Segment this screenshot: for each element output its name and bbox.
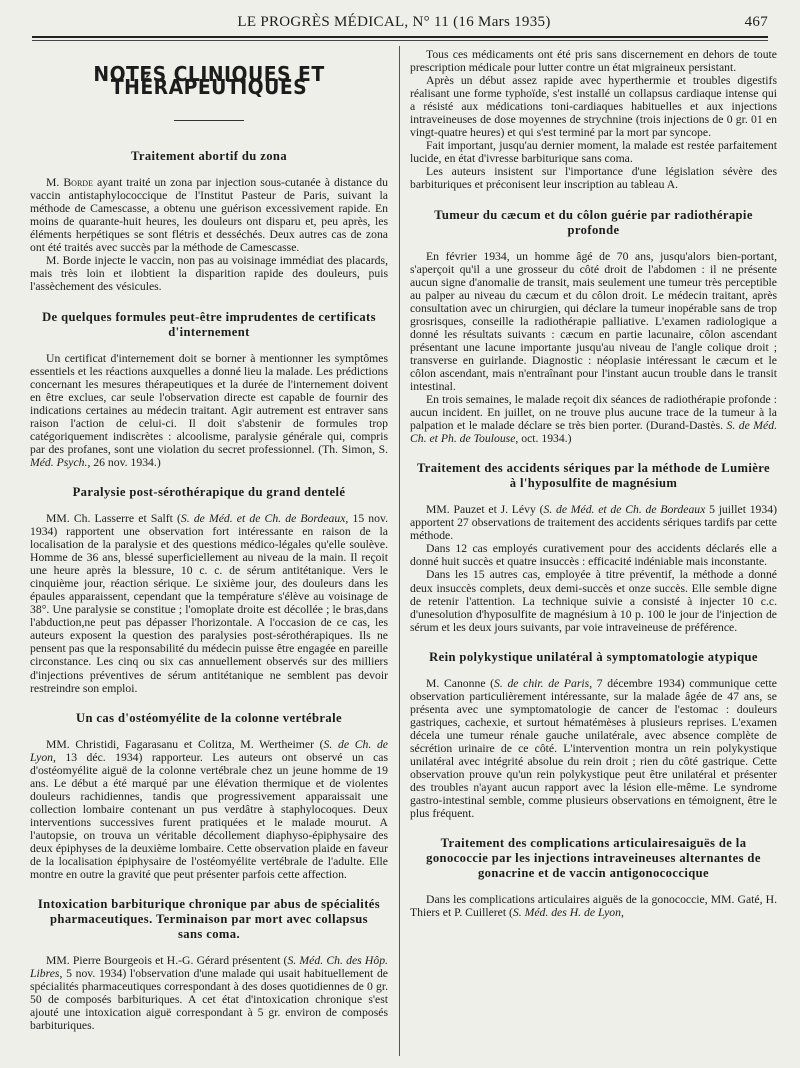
osteomyelite-text-b: , 13 déc. 1934) rapporteur. Les auteurs ont observé un cas d'ostéomyélite aiguë de la colonne vertébrale chez un jeune homme de 19 ans. Le début a été marqué par une élévation thermique et de violentes douleurs rachidiennes, tandis que progressivement apparaissait une collection lombaire contenant un pus verdâtre à staphylocoques. Deux interventions successives furent pratiquées et le malade mourut. A l'autopsie, on trouva un véritable décollement diaphyso-épiphysaire des deux épiphyses de la deuxième lombaire. Cette observation plaide en faveur de la localisation épiphysaire de l'ostéomyélite vertébrale de l'adulte. Elle montre en outre la gravité que peut présenter parfois cette affection.: [30, 750, 388, 882]
page-number: 467: [744, 14, 768, 30]
paralysie-text-a: MM. Ch. Lasserre et Salft (: [46, 511, 181, 525]
header-rule-thin: [32, 40, 768, 41]
heading-rule: [174, 120, 244, 121]
osteomyelite-text-a: MM. Christidi, Fagarasanu et Colitza, M. Wertheimer (: [46, 737, 324, 751]
gonococcie-text-b: ,: [620, 906, 624, 920]
tumeur-text-a: En trois semaines, le malade reçoit dix séances de radiothérapie profonde : aucun incident. En juillet, on ne trouve plus aucune trace de la tumeur à la palpation et le malade déclare se très bien porter. (Durand-Dastès.: [410, 393, 777, 433]
osteomyelite-paragraph: [30, 738, 388, 882]
section-title-rein: Rein polykystique unilatéral à symptomatologie atypique: [429, 649, 758, 664]
left-column: [30, 48, 388, 1058]
zona-paragraph-1: [30, 176, 388, 254]
zona-paragraph-2: M. Borde injecte le vaccin, non pas au voisinage immédiat des placards, mais très loin et ilobtient la disparition rapide des douleurs, puis l'assèchement des vésicules.: [30, 254, 388, 294]
journal-name: S. de Méd. et de Ch. de Bordeaux: [543, 503, 706, 517]
intoxication-paragraph-4: Fait important, jusqu'au dernier moment, la malade est restée parfaitement lucide, en état d'ivresse barbiturique sans coma.: [410, 139, 777, 166]
certificats-paragraph: [30, 352, 388, 469]
certificats-text: Un certificat d'internement doit se borner à mentionner les symptômes essentiels et les réactions auxquelles a donné lieu la malade. Les prédictions concernant les mesures thérapeutiques et la durée de l'internement doivent en être exclues, car seule l'observation directe est capable de fournir des indications certaines au médecin traitant. Agir autrement est entraver sans raison l'action de celui-ci. Il doit s'abstenir de formules trop catégoriquement indiscrètes : alcoolisme, paralysie générale qui, compris par des profanes, sont une violation du secret professionnel. (Th. Simon, S.: [30, 351, 388, 456]
section-title-intoxication: Intoxication barbiturique chronique par abus de spécialités pharmaceutiques. Terminaison par mort avec collapsus sans coma.: [37, 897, 381, 942]
paralysie-paragraph: [30, 512, 388, 695]
intoxication-text-a: MM. Pierre Bourgeois et H.-G. Gérard présentent (: [46, 954, 288, 968]
author-name: M. Borde: [46, 176, 93, 190]
section-title-certificats: De quelques formules peut-être imprudentes de certificats d'internement: [42, 309, 376, 339]
journal-name: Méd. Psych.: [30, 455, 88, 469]
seriques-paragraph-3: Dans les 15 autres cas, employée à titre préventif, la méthode a donné deux insuccès complets, deux demi-succès et onze succès. Elle semble digne de retenir l'attention. La technique suivie a consisté à injecter 10 c.c. d'unesolution d'hyposulfite de magnésium à 10 p. 100 le jour de l'injection de sérum et les deux jours suivants, par voie intraveineuse de préférence.: [410, 568, 777, 634]
section-title-tumeur: Tumeur du cæcum et du côlon guérie par radiothérapie profonde: [434, 207, 753, 237]
section-title-paralysie: Paralysie post-sérothérapique du grand dentelé: [72, 484, 346, 499]
zona-text: ayant traité un zona par injection sous-cutanée à distance du vaccin antistaphylococcique de l'Institut Pasteur de Paris, suivant la méthode de Camescasse, a obtenu une guérison excessivement rapide. En moins de quarante-huit heures, les douleurs ont disparu et, peu après, les éléments herpétiques se sont flétris et desséchés. Deux autres cas de zona ont été traités avec succès par la méthode de Camescasse.: [30, 176, 388, 255]
section-title-osteomyelite: Un cas d'ostéomyélite de la colonne vertébrale: [75, 710, 343, 725]
citation-end: , 26 nov. 1934.): [87, 455, 161, 469]
seriques-text-a: MM. Pauzet et J. Lévy (: [426, 503, 544, 517]
journal-name: S. Méd. des H. de Lyon: [512, 906, 621, 920]
right-column: [410, 48, 777, 1058]
section-title-zona: Traitement abortif du zona: [130, 149, 288, 164]
seriques-text-b: 5 juillet 1934) apportent 27 observations de traitement des accidents sériques tardifs par cette méthode.: [410, 503, 777, 543]
paralysie-text-b: , 15 nov. 1934) rapportent une observation fort intéressante en raison de la localisation de la paralysie et des questions médico-légales qu'elle soulève. Homme de 36 ans, blessé superficiellement au niveau de la main. Il reçoit une heure après la blessure, 10 c. c. de sérum antitétanique. Vers le cinquième jour, réaction sérique. Le sixième jour, des douleurs dans les épaules apparaissent, cependant que la température s'élève au voisinage de 38°. Une paralysie se constitue ; l'omoplate droite est décollée ; le bras,dans l'abduction,ne peut pas dépasser l'horizontale. A l'occasion de ce cas, les auteurs exposent la question des paralysies post-sérothérapiques. Ils ne pensent pas que la responsabilité du médecin puisse être engagée en pareille circonstance. Les cinq ou six cas annuellement observés sur des milliers d'injections préventives de sérum antitétanique ne semblent pas devoir restreindre son emploi.: [30, 511, 388, 695]
intoxication-paragraph-3: Après un début assez rapide avec hyperthermie et troubles digestifs réalisant une forme typhoïde, s'est installé un collapsus cardiaque intense qui a résisté aux médications toni-cardiaques habituelles et aux injections intraveineuses de dose moyennes de strychnine (trois injections de 0 gr. 01 en vingt-quatre heures) et qui s'est terminé par la mort par syncope.: [410, 74, 777, 140]
intoxication-paragraph-1: [30, 954, 388, 1032]
section-title-gonococcie: Traitement des complications articulairesaiguës de la gonococcie par les injections intraveineuses alternantes de gonacrine et de vaccin antigonococcique: [426, 836, 761, 881]
seriques-paragraph-1: [410, 503, 777, 542]
rein-text-a: M. Canonne (: [426, 676, 495, 690]
intoxication-paragraph-2: Tous ces médicaments ont été pris sans discernement en dehors de toute prescription médicale pour lutter contre un état migraineux persistant.: [410, 48, 777, 75]
gonococcie-text-a: Dans les complications articulaires aiguës de la gonococcie, MM. Gaté, H. Thiers et P. Cuilleret (: [410, 893, 777, 920]
journal-name: S. Méd. Ch. des Hôp. Libres: [30, 954, 388, 981]
column-divider: [399, 46, 400, 1056]
seriques-paragraph-2: Dans 12 cas employés curativement pour des accidents déclarés elle a donné huit succès et quatre insuccès : efficacité indéniable mais inconstante.: [410, 542, 777, 569]
intoxication-paragraph-5: Les auteurs insistent sur l'importance d'une législation sévère des barbituriques et préconisent leur inscription au tableau A.: [410, 165, 777, 192]
section-title-accidents-seriques: Traitement des accidents sériques par la méthode de Lumière à l'hyposulfite de magnésium: [416, 461, 771, 491]
intoxication-text-b: , 5 nov. 1934) l'observation d'une malade qui usait habituellement de spécialités pharmaceutiques correspondant à des doses quotidiennes de 0 gr. 50 de composés barbituriques. A cet état d'intoxication chronique s'est ajouté une intoxication aiguë correspondant à 5 gr. environ de composés barbituriques.: [30, 967, 388, 1033]
tumeur-text-b: , oct. 1934.): [515, 432, 572, 446]
rein-paragraph: [410, 677, 777, 821]
running-title: LE PROGRÈS MÉDICAL, N° 11 (16 Mars 1935): [237, 14, 551, 30]
main-heading: NOTES CLINIQUES ET THÉRAPEUTIQUES: [93, 62, 325, 100]
rein-text-b: , 7 décembre 1934) communique cette observation particulièrement intéressante, sur la malade âgée de 47 ans, se présenta avec une symptomatologie de cancer de l'estomac : douleurs gastriques, cachexie, et surtout hématémèses à plusieurs reprises. L'examen décela une tumeur rénale gauche unilatérale, avec absence complète de sécrétion urinaire de ce côté. L'intervention montra un rein polykystique unilatéral avec intégrité absolue du rein droit ; rien du côté gastrique. Cette observation prouve qu'un rein polykystique peut être unilatéral et présenter des troubles n'ayant aucun rapport avec la lésion elle-même. Le syndrome gastro-intestinal semble, comme plusieurs observations en témoignent, être le plus fréquent.: [410, 676, 777, 821]
journal-name: S. de chir. de Paris: [494, 676, 590, 690]
running-head: [20, 14, 768, 36]
journal-name: S. de Méd. Ch. et Ph. de Toulouse: [410, 419, 777, 446]
journal-name: S. de Ch. de Lyon: [30, 737, 388, 764]
gonococcie-paragraph: [410, 893, 777, 919]
tumeur-paragraph-1: En février 1934, un homme âgé de 70 ans, jusqu'alors bien-portant, s'aperçoit qu'il a une grosseur du côté droit de l'abdomen : il ne présente aucun signe d'anomalie de transit, mais seulement une tumeur très perceptible au palper au niveau du cæcum et du côlon droit. Le médecin traitant, après consultation avec un chirurgien, qui déclare la tumeur inopérable sans de trop grosrisques, conseille la radiothérapie palliative. L'examen radiologique a donné les résultats suivants : cæcum en partie lacunaire, côlon ascendant présentant une lacune importante jusqu'au niveau de l'angle colique droit ; transverse en guirlande. Diagnostic : néoplasie intéressant le cæcum et le côlon ascendant, mais n'entraînant pour l'instant aucun trouble dans le transit intestinal.: [410, 249, 777, 393]
journal-name: S. de Méd. et de Ch. de Bordeaux: [180, 511, 346, 525]
tumeur-paragraph-2: [410, 393, 777, 445]
header-rule: [32, 36, 768, 38]
